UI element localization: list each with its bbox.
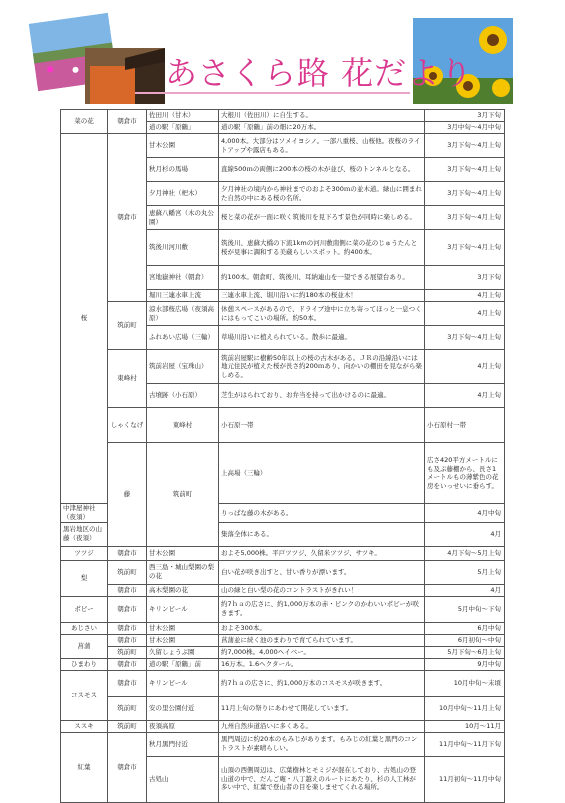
bloom-period: 11月中旬～11月下旬 <box>425 732 505 756</box>
bloom-period: 6月初旬～中旬 <box>425 634 505 646</box>
place-name: 秋月黒門付近 <box>147 732 219 756</box>
bloom-period: 4月上旬 <box>425 350 505 384</box>
description: 筑後川、恵蘇大橋の下流1kmの河川敷南側に菜の花のじゅうたんと桜が見事に調和する美蔵らしいスポット。約400本。 <box>219 230 425 266</box>
place-name: 佐田川（甘木） <box>147 110 219 122</box>
area-name: 筑前町 <box>147 443 219 546</box>
table-row <box>61 720 505 732</box>
bloom-period: 3月下旬～4月上旬 <box>425 326 505 350</box>
area-name: 朝倉市 <box>108 110 147 134</box>
bloom-period: 3月下旬～4月上旬 <box>425 158 505 182</box>
flower-name: 梨 <box>61 560 108 596</box>
place-name: 西三島・城山梨園の梨の花 <box>147 560 219 584</box>
flower-name: ポピー <box>61 596 108 622</box>
place-name: 安の里公園付近 <box>147 696 219 720</box>
description: 芝生がはられており、お弁当を持って出かけるのに最適。 <box>219 384 425 408</box>
area-name: 朝倉市 <box>108 596 147 622</box>
area-name: 朝倉市 <box>108 670 147 696</box>
place-name: 中津屋神社（夜須） <box>61 504 108 522</box>
bloom-period: 3月下旬～4月上旬 <box>425 134 505 158</box>
flower-name: 紅葉 <box>61 732 108 802</box>
flower-name: しゃくなげ <box>108 408 147 443</box>
bloom-period: 10月～11月 <box>425 720 505 732</box>
table-row <box>61 134 505 158</box>
place-name: 甘木公園 <box>147 134 219 158</box>
place-name: 筑前岩屋（宝珠山） <box>147 350 219 384</box>
place-name: 小石原一帯 <box>219 408 425 443</box>
bloom-period: 4月上旬 <box>425 384 505 408</box>
bloom-period: 3月下旬～4月上旬 <box>425 230 505 266</box>
table-row <box>61 110 505 122</box>
area-name: 筑前町 <box>108 560 147 584</box>
description: 集落全体にある。 <box>219 522 425 546</box>
table-row <box>61 696 505 720</box>
description: 白い花が咲き出すと、甘い香りが漂います。 <box>219 560 425 584</box>
flower-name: 桜 <box>61 134 108 504</box>
area-name: 筑前町 <box>108 302 147 350</box>
description: 菖蒲並に続く池のまわりで育てられています。 <box>219 634 425 646</box>
area-name: 東峰村 <box>147 408 219 443</box>
table-row <box>61 584 505 596</box>
bloom-period: 4月下旬～5月上旬 <box>425 546 505 560</box>
description: 夕月神社の境内から神社までのおよそ300ｍの並木道。緑山に囲まれた自然の中にある桜の名所。 <box>219 182 425 206</box>
description: 大根川（佐田川）に自生する。 <box>219 110 425 122</box>
place-name: キリンビール <box>147 670 219 696</box>
place-name: キリンビール <box>147 596 219 622</box>
description: 草場川沿いに植えられている。散歩に最適。 <box>219 326 425 350</box>
place-name: 古処山 <box>147 756 219 802</box>
description: 直線500ｍの両側に200本の桜の木が並び、桜のトンネルとなる。 <box>219 158 425 182</box>
description: 16万本。1.6ヘクタール。 <box>219 658 425 670</box>
place-name: 黒岩地区の山藤（夜須） <box>61 522 108 546</box>
table-row <box>61 634 505 646</box>
area-name: 朝倉市 <box>108 134 147 302</box>
place-name: 古墳跡（小石原） <box>147 384 219 408</box>
table-row <box>61 408 505 443</box>
table-row <box>61 670 505 696</box>
flower-name: ツツジ <box>61 546 108 560</box>
bloom-period: 4月 <box>425 522 505 546</box>
flower-name: 菜の花 <box>61 110 108 134</box>
area-name: 朝倉市 <box>108 584 147 596</box>
flower-name: ひまわり <box>61 658 108 670</box>
place-name: 筑後川河川敷 <box>147 230 219 266</box>
description: 山頂の西側周辺は、広葉樹林とモミジが混在しており、古処山の登山道の中で、だんご庵・八丁越えのルートにあたり、杉の人工林が多い中で、紅葉で登山者の目を楽しませてくれる場所。 <box>219 756 425 802</box>
bloom-period: 4月上旬 <box>425 290 505 302</box>
description: 筑前岩屋駅に樹齢50年以上の桜の古木がある。ＪＲの沿線沿いには地元住民が植えた桜が長さ約200ｍあり、向かいの棚田を見ながら楽しめる。 <box>219 350 425 384</box>
area-name: 朝倉市 <box>108 634 147 646</box>
area-name: 朝倉市 <box>108 622 147 634</box>
bloom-period: 4月 <box>425 584 505 596</box>
title-underline <box>135 92 410 94</box>
description: およそ300本。 <box>219 622 425 634</box>
place-name: 夜須高原 <box>147 720 219 732</box>
description: 11月上旬の祭りにあわせて開花しています。 <box>219 696 425 720</box>
bloom-period: 3月下旬 <box>425 266 505 290</box>
place-name: 堀川三連水車上流 <box>147 290 219 302</box>
bloom-period: 5月下旬～6月上旬 <box>425 646 505 658</box>
flower-name: 菖蒲 <box>61 634 108 658</box>
place-name: 上高場（三輪） <box>219 443 425 504</box>
description: 休憩スペースがあるので、ドライブ途中に立ち寄ってほっと一息つくにはもってこいの場所。約50本。 <box>219 302 425 326</box>
description: 桜と菜の花が一面に咲く筑後川を見下ろす景色が同時に楽しめる。 <box>219 206 425 230</box>
page-title: あさくら路 花だより <box>165 54 474 92</box>
place-name: 久留しょうぶ園 <box>147 646 219 658</box>
place-name: 宮地嶽神社（朝倉） <box>147 266 219 290</box>
bloom-period: 3月中旬～4月中旬 <box>425 122 505 134</box>
place-name: 道の駅「原鶴」 <box>147 122 219 134</box>
table-row <box>61 302 505 326</box>
place-name: 夕月神社（杷木） <box>147 182 219 206</box>
place-name: 恵蘇八幡宮（木の丸公園） <box>147 206 219 230</box>
flower-name: 藤 <box>108 443 147 546</box>
place-name: ふれあい広場（三輪） <box>147 326 219 350</box>
bloom-period: 10月中旬～11月上旬 <box>425 696 505 720</box>
place-name: 秋月杉の馬場 <box>147 158 219 182</box>
table-row <box>61 732 505 756</box>
description: 三連水車上流、堀川沿いに約180本の桜並木！ <box>219 290 425 302</box>
place-name: 道の駅「原鶴」前 <box>147 658 219 670</box>
description: 約100本。朝倉町、筑後川、耳納連山を一望できる展望台あり。 <box>219 266 425 290</box>
bloom-period: 5月中旬～下旬 <box>425 596 505 622</box>
description: 約7,000株。4,000ヘイベー。 <box>219 646 425 658</box>
area-name: 朝倉市 <box>108 732 147 802</box>
table-row <box>61 596 505 622</box>
description: 広さ420平方メートルにも及ぶ藤棚から、長さ1メートルもの薄紫色の花房をいっせいに垂らす。 <box>425 443 505 504</box>
bloom-period: 6月中旬 <box>425 622 505 634</box>
area-name: 東峰村 <box>108 350 147 408</box>
place-name: 涼水部桜広場（夜須高原） <box>147 302 219 326</box>
description: 黒門周辺に約20本のもみじがあります。もみじの紅葉と黒門のコントラストが素晴らしい。 <box>219 732 425 756</box>
description: りっぱな藤の木がある。 <box>219 504 425 522</box>
description: 4,000本。大部分はソメイヨシノ。一部八重桜、山桜他。夜桜のライトアップや露店もある。 <box>219 134 425 158</box>
place-name: 高木梨園の花 <box>147 584 219 596</box>
flower-calendar-table <box>60 109 505 803</box>
description: 道の駅「原鶴」前の畑に20万本。 <box>219 122 425 134</box>
bloom-period: 3月下旬～4月上旬 <box>425 182 505 206</box>
bloom-period: 5月上旬 <box>425 560 505 584</box>
flower-name: あじさい <box>61 622 108 634</box>
description: 小石原村一帯 <box>425 408 505 443</box>
flower-name: ススキ <box>61 720 108 732</box>
bloom-period: 9月中旬 <box>425 658 505 670</box>
table-row <box>61 658 505 670</box>
bloom-period: 3月下旬～4月上旬 <box>425 206 505 230</box>
table-row <box>61 560 505 584</box>
area-name: 朝倉市 <box>108 546 147 560</box>
table-row <box>61 646 505 658</box>
bloom-period: 11月初旬～11月中旬 <box>425 756 505 802</box>
area-name: 朝倉市 <box>108 658 147 670</box>
area-name: 筑前町 <box>108 696 147 720</box>
area-name: 筑前町 <box>108 646 147 658</box>
table-row <box>61 546 505 560</box>
flower-name: コスモス <box>61 670 108 720</box>
description: 約7ｈａの広さに、約1,000万本のコスモスが咲きます。 <box>219 670 425 696</box>
description: 山の緑と白い梨の花のコントラストがきれい！ <box>219 584 425 596</box>
place-name: 甘木公園 <box>147 546 219 560</box>
description: 九州自然歩道沿いに多くある。 <box>219 720 425 732</box>
description: およそ5,000株。平戸ツツジ、久留米ツツジ、サツキ。 <box>219 546 425 560</box>
table-row <box>61 443 505 504</box>
table-row <box>61 350 505 384</box>
bloom-period: 4月中旬 <box>425 504 505 522</box>
place-name: 甘木公園 <box>147 634 219 646</box>
table-row <box>61 622 505 634</box>
bloom-period: 4月上旬 <box>425 302 505 326</box>
bloom-period: 3月下旬 <box>425 110 505 122</box>
area-name: 筑前町 <box>108 720 147 732</box>
autumn-gate-photo <box>85 48 165 104</box>
place-name: 甘木公園 <box>147 622 219 634</box>
description: 約7ｈａの広さに、約1,000万本の赤・ピンクのかわいいポピーが咲きます。 <box>219 596 425 622</box>
bloom-period: 10月中旬～末頃 <box>425 670 505 696</box>
